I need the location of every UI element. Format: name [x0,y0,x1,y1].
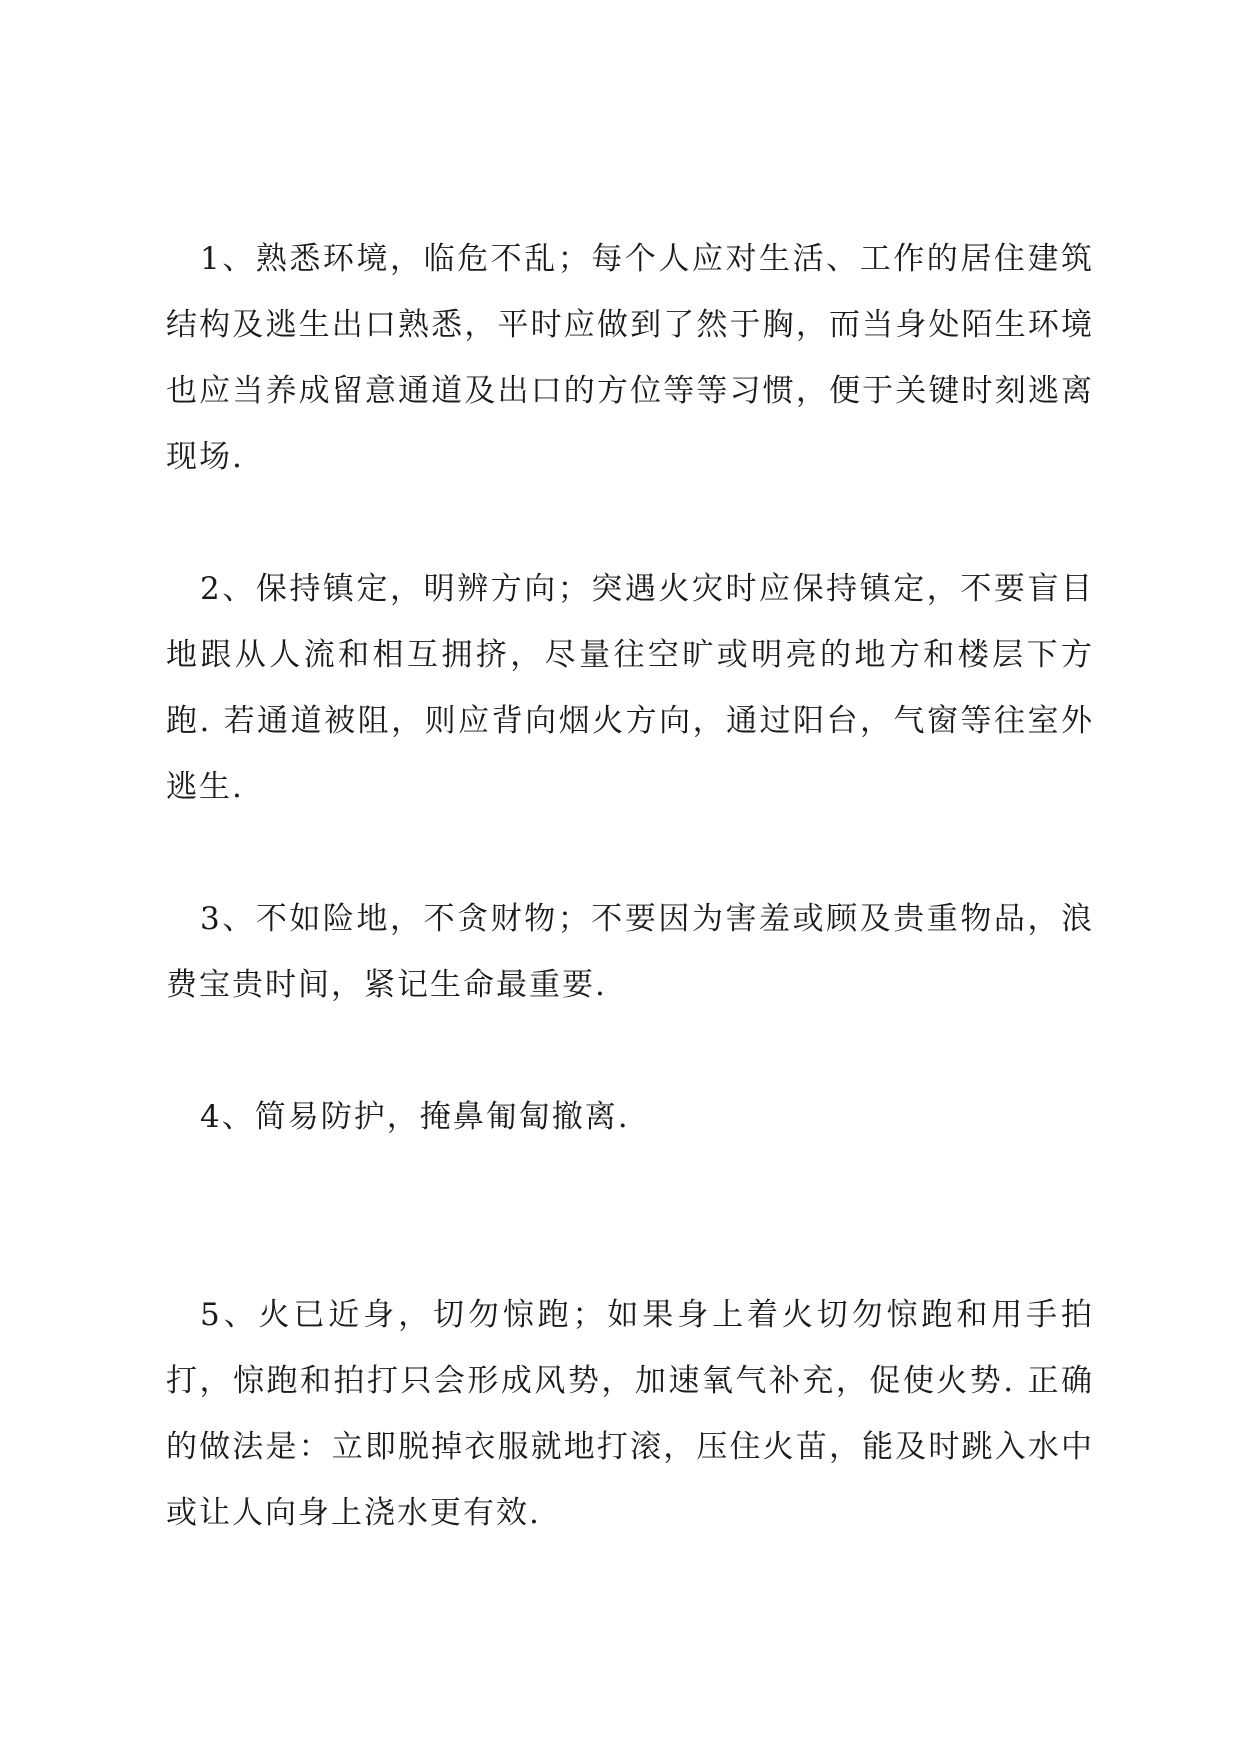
paragraph-2: 2、保持镇定，明辨方向；突遇火灾时应保持镇定，不要盲目地跟从人流和相互拥挤，尽量往空旷或明亮的地方和楼层下方跑. 若通道被阻，则应背向烟火方向，通过阳台，气窗等往室外逃生. [166,571,1094,805]
paragraph-3: 3、不如险地，不贪财物；不要因为害羞或顾及贵重物品，浪费宝贵时间，紧记生命最重要. [166,901,1094,1003]
paragraph-4: 4、简易防护，掩鼻匍匐撤离. [200,1099,630,1135]
paragraph-5: 5、火已近身，切勿惊跑；如果身上着火切勿惊跑和用手拍打，惊跑和拍打只会形成风势，加速氧气补充，促使火势. 正确的做法是：立即脱掉衣服就地打滚，压住火苗，能及时跳入水中或让人向身上浇水更有效. [166,1297,1094,1531]
paragraph-1: 1、熟悉环境，临危不乱；每个人应对生活、工作的居住建筑结构及逃生出口熟悉，平时应做到了然于胸，而当身处陌生环境也应当养成留意通道及出口的方位等等习惯，便于关键时刻逃离现场. [166,241,1094,475]
